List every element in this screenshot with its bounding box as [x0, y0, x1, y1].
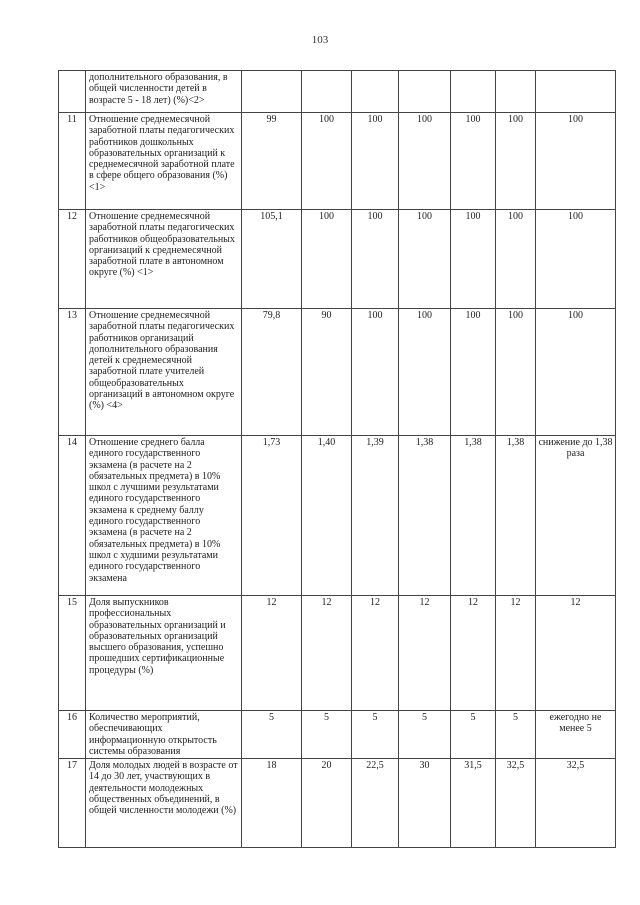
page-number: 103: [311, 34, 329, 46]
indicator-value-5: 5: [451, 711, 496, 759]
indicator-value-6: [496, 71, 536, 113]
indicator-value-4: 5: [399, 711, 451, 759]
indicator-value-1: 1,73: [242, 436, 302, 596]
table-row: [59, 436, 616, 596]
indicator-value-7: 100: [536, 309, 616, 436]
indicator-value-5: 100: [451, 113, 496, 210]
row-number: 13: [59, 309, 86, 436]
indicator-value-3: 100: [352, 309, 399, 436]
row-number: 17: [59, 759, 86, 848]
indicator-description: Отношение среднемесячной заработной платы педагогических работников дошкольных образовательных организаций к среднемесячной заработной плате в сфере общего образования (%) <1>: [86, 113, 242, 210]
indicator-value-1: 79,8: [242, 309, 302, 436]
indicator-value-1: 105,1: [242, 210, 302, 309]
indicator-value-5: 1,38: [451, 436, 496, 596]
indicator-value-3: [352, 71, 399, 113]
indicator-value-1: 99: [242, 113, 302, 210]
indicator-value-1: [242, 71, 302, 113]
indicator-value-7: 100: [536, 210, 616, 309]
indicator-description: Отношение среднего балла единого государственного экзамена (в расчете на 2 обязательных предмета) в 10% школ с лучшими результатами единого государственного экзамена к среднему баллу единого государственного экзамена (в расчете на 2 обязательных предмета) в 10% школ с худшими результатами единого государственного экзамена: [86, 436, 242, 596]
indicator-value-2: 20: [302, 759, 352, 848]
indicator-value-7: снижение до 1,38 раза: [536, 436, 616, 596]
row-number: 14: [59, 436, 86, 596]
row-number: 16: [59, 711, 86, 759]
indicators-table: [58, 70, 616, 848]
indicator-value-2: 90: [302, 309, 352, 436]
indicator-value-7: [536, 71, 616, 113]
indicator-value-7: 32,5: [536, 759, 616, 848]
indicator-value-1: 5: [242, 711, 302, 759]
table-row: [59, 210, 616, 309]
row-number: [59, 71, 86, 113]
indicator-value-7: 12: [536, 596, 616, 711]
indicator-value-7: 100: [536, 113, 616, 210]
indicator-value-5: 100: [451, 210, 496, 309]
table-row: [59, 759, 616, 848]
indicator-value-6: 5: [496, 711, 536, 759]
indicator-value-4: [399, 71, 451, 113]
indicator-value-2: [302, 71, 352, 113]
indicator-value-6: 100: [496, 309, 536, 436]
indicator-value-3: 100: [352, 210, 399, 309]
indicator-description: Доля выпускников профессиональных образовательных организаций и образовательных организаций высшего образования, успешно прошедших сертификационные процедуры (%): [86, 596, 242, 711]
indicator-value-3: 5: [352, 711, 399, 759]
indicator-value-3: 22,5: [352, 759, 399, 848]
indicator-value-1: 12: [242, 596, 302, 711]
indicator-value-2: 5: [302, 711, 352, 759]
indicator-value-5: 31,5: [451, 759, 496, 848]
indicator-value-4: 100: [399, 309, 451, 436]
table-row: [59, 711, 616, 759]
indicator-value-4: 100: [399, 210, 451, 309]
indicator-value-6: 1,38: [496, 436, 536, 596]
indicator-value-2: 100: [302, 210, 352, 309]
indicator-description: Отношение среднемесячной заработной платы педагогических работников организаций дополнительного образования детей к среднемесячной заработной плате учителей общеобразовательных организаций в автономном округе (%) <4>: [86, 309, 242, 436]
indicator-value-2: 12: [302, 596, 352, 711]
table-row: [59, 309, 616, 436]
indicator-value-4: 12: [399, 596, 451, 711]
indicator-description: Доля молодых людей в возрасте от 14 до 30 лет, участвующих в деятельности молодежных общественных объединений, в общей численности молодежи (%): [86, 759, 242, 848]
indicator-value-5: [451, 71, 496, 113]
indicator-value-6: 100: [496, 210, 536, 309]
indicator-description: дополнительного образования, в общей численности детей в возрасте 5 - 18 лет) (%)<2>: [86, 71, 242, 113]
indicator-value-5: 12: [451, 596, 496, 711]
indicator-value-3: 100: [352, 113, 399, 210]
indicator-value-7: ежегодно не менее 5: [536, 711, 616, 759]
table-body: [59, 71, 616, 848]
indicator-value-6: 12: [496, 596, 536, 711]
indicator-value-4: 1,38: [399, 436, 451, 596]
table-row: [59, 71, 616, 113]
table-row: [59, 113, 616, 210]
row-number: 11: [59, 113, 86, 210]
indicator-description: Отношение среднемесячной заработной платы педагогических работников общеобразовательных организаций к среднемесячной заработной плате в автономном округе (%) <1>: [86, 210, 242, 309]
indicator-value-2: 100: [302, 113, 352, 210]
indicator-description: Количество мероприятий, обеспечивающих информационную открытость системы образования: [86, 711, 242, 759]
indicator-value-6: 100: [496, 113, 536, 210]
indicator-value-4: 30: [399, 759, 451, 848]
indicator-value-1: 18: [242, 759, 302, 848]
indicator-value-6: 32,5: [496, 759, 536, 848]
indicator-value-2: 1,40: [302, 436, 352, 596]
row-number: 15: [59, 596, 86, 711]
row-number: 12: [59, 210, 86, 309]
table-row: [59, 596, 616, 711]
indicator-value-3: 1,39: [352, 436, 399, 596]
indicator-value-4: 100: [399, 113, 451, 210]
indicator-value-3: 12: [352, 596, 399, 711]
indicator-value-5: 100: [451, 309, 496, 436]
